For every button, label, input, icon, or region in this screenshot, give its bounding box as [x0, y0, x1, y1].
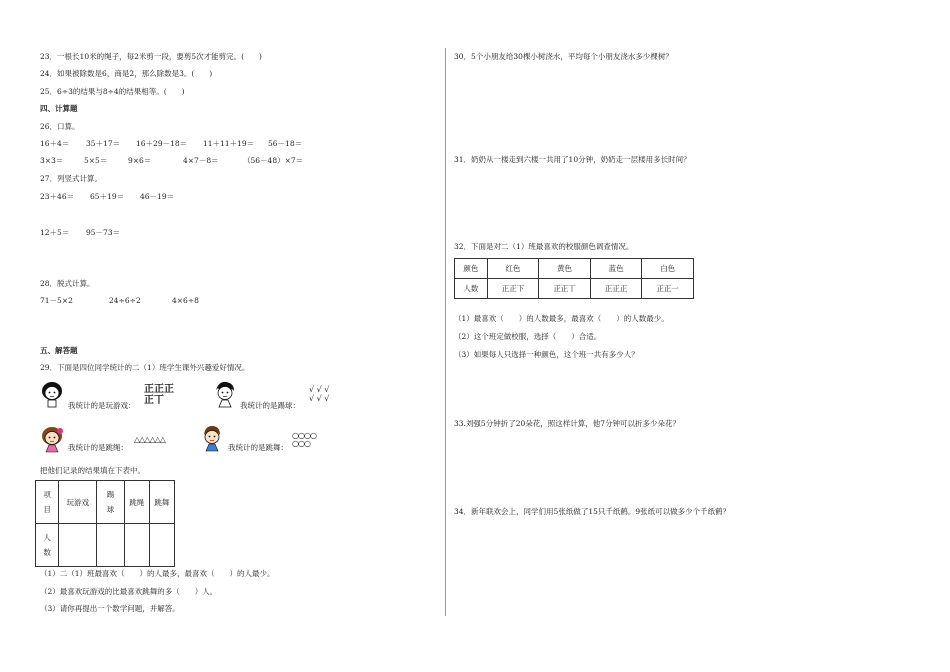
table-header-cell: 颜色: [455, 259, 488, 279]
boy-figure-icon: [200, 424, 224, 452]
tally-cell: 正正下: [487, 279, 539, 299]
stepwise-item: 24÷6÷2: [109, 296, 141, 305]
table-header-cell: 蓝色: [590, 259, 642, 279]
question-24: 24．如果被除数是6，商是2，那么除数是3。( ): [40, 69, 213, 78]
table-header-cell: 红色: [487, 259, 539, 279]
question-27: 27．列竖式计算。: [40, 174, 103, 183]
table-header-cell: 玩游戏: [59, 481, 97, 524]
table-header-cell: 黄色: [539, 259, 591, 279]
oral-item: 11＋11＋19＝: [203, 139, 255, 148]
vertical-item: 46－19＝: [140, 192, 175, 201]
girl-figure-icon: [40, 425, 64, 453]
vertical-item: 12＋5＝: [40, 228, 70, 237]
question-32-2: （2）这个班定做校服，选择（ ）合适。: [454, 332, 602, 341]
oral-item: 9×6＝: [128, 156, 152, 165]
question-32-3: （3）如果每人只选择一种颜色，这个班一共有多少人？: [454, 350, 639, 359]
question-25: 25．6÷3的结果与8÷4的结果相等。( ): [40, 87, 185, 96]
column-divider: [445, 48, 446, 616]
answer-cell[interactable]: [97, 524, 124, 567]
question-23: 23．一根长10米的绳子，每2米剪一段，要剪5次才能剪完。( ): [40, 52, 262, 61]
kid1-label: 我统计的是玩游戏：: [68, 401, 136, 410]
kid2-label: 我统计的是踢球：: [240, 401, 300, 410]
question-33: 33.刘强5分钟折了20朵花，照这样计算，他7分钟可以折多少朵花？: [454, 419, 681, 428]
table-header-cell: 跳舞: [149, 481, 174, 524]
question-30: 30．5个小朋友给30棵小树浇水，平均每个小朋友浇水多少棵树？: [454, 52, 673, 61]
oral-item: 16＋4＝: [40, 139, 70, 148]
tally-cell: 正正丅: [539, 279, 591, 299]
table-header-cell: 跳绳: [124, 481, 149, 524]
question-31: 31．奶奶从一楼走到六楼一共用了10分钟，奶奶走一层楼用多长时间？: [454, 155, 691, 164]
oral-item: 35＋17＝: [86, 139, 121, 148]
section-5-heading: 五、解答题: [40, 346, 78, 355]
tally-cell: 正正正: [590, 279, 642, 299]
table-row-label: 人数: [455, 279, 488, 299]
table-header-cell: 踢 球: [97, 481, 124, 524]
answer-cell[interactable]: [59, 524, 97, 567]
question-34: 34．新年联欢会上，同学们用5张纸做了15只千纸鹤。9张纸可以做多少个千纸鹤？: [454, 507, 731, 516]
question-28: 28．脱式计算。: [40, 279, 95, 288]
table-header-cell: 白色: [642, 259, 694, 279]
answer-cell[interactable]: [124, 524, 149, 567]
game-tally: 正正正 正丅: [144, 384, 174, 406]
stepwise-item: 71－5×2: [40, 296, 73, 305]
question-29-3: （3）请你再提出一个数学问题，并解答。: [40, 604, 180, 613]
vertical-item: 95－73＝: [86, 228, 121, 237]
table-header-count: 人 数: [36, 524, 59, 567]
oral-item: 4×7－8＝: [183, 156, 219, 165]
question-29-2: （2）最喜欢玩游戏的比最喜欢跳舞的多（ ）人。: [40, 587, 218, 596]
kid4-label: 我统计的是跳舞：: [228, 443, 288, 452]
oral-item: 56－18＝: [268, 139, 303, 148]
tally-cell: 正正㆒: [642, 279, 694, 299]
answer-cell[interactable]: [149, 524, 174, 567]
vertical-item: 65＋19＝: [90, 192, 125, 201]
oral-item: 16＋29－18＝: [136, 139, 188, 148]
jumprope-tally: △△△△△△: [134, 435, 165, 444]
stepwise-item: 4×6÷8: [172, 296, 199, 305]
soccer-tally: √ √ √ √ √ √: [309, 385, 330, 403]
question-29: 29．下面是四位同学统计的二（1）班学生课外兴趣爱好情况。: [40, 363, 250, 372]
uniform-color-table: [454, 258, 694, 299]
hobby-table: [35, 480, 175, 567]
table-header-item: 项 目: [36, 481, 59, 524]
oral-item: （56－48）×7＝: [243, 156, 304, 165]
girl-figure-icon: [40, 380, 64, 408]
question-26: 26．口算。: [40, 122, 80, 131]
oral-item: 3×3＝: [40, 156, 64, 165]
vertical-item: 23＋46＝: [40, 192, 75, 201]
fill-instruction: 把他们记录的结果填在下表中。: [40, 466, 145, 475]
question-32-1: （1）最喜欢（ ）的人数最多，最喜欢（ ）的人数最少。: [454, 314, 669, 323]
question-32: 32．下面是对二（1）班最喜欢的校服颜色调查情况。: [454, 242, 634, 251]
boy-figure-icon: [213, 380, 237, 408]
dance-tally: ○○○○ ○○○: [292, 431, 316, 448]
kid3-label: 我统计的是跳绳：: [68, 443, 128, 452]
oral-item: 5×5＝: [84, 156, 108, 165]
section-4-heading: 四、计算题: [40, 104, 78, 113]
question-29-1: （1）二（1）班最喜欢（ ）的人最多，最喜欢（ ）的人最少。: [40, 569, 275, 578]
